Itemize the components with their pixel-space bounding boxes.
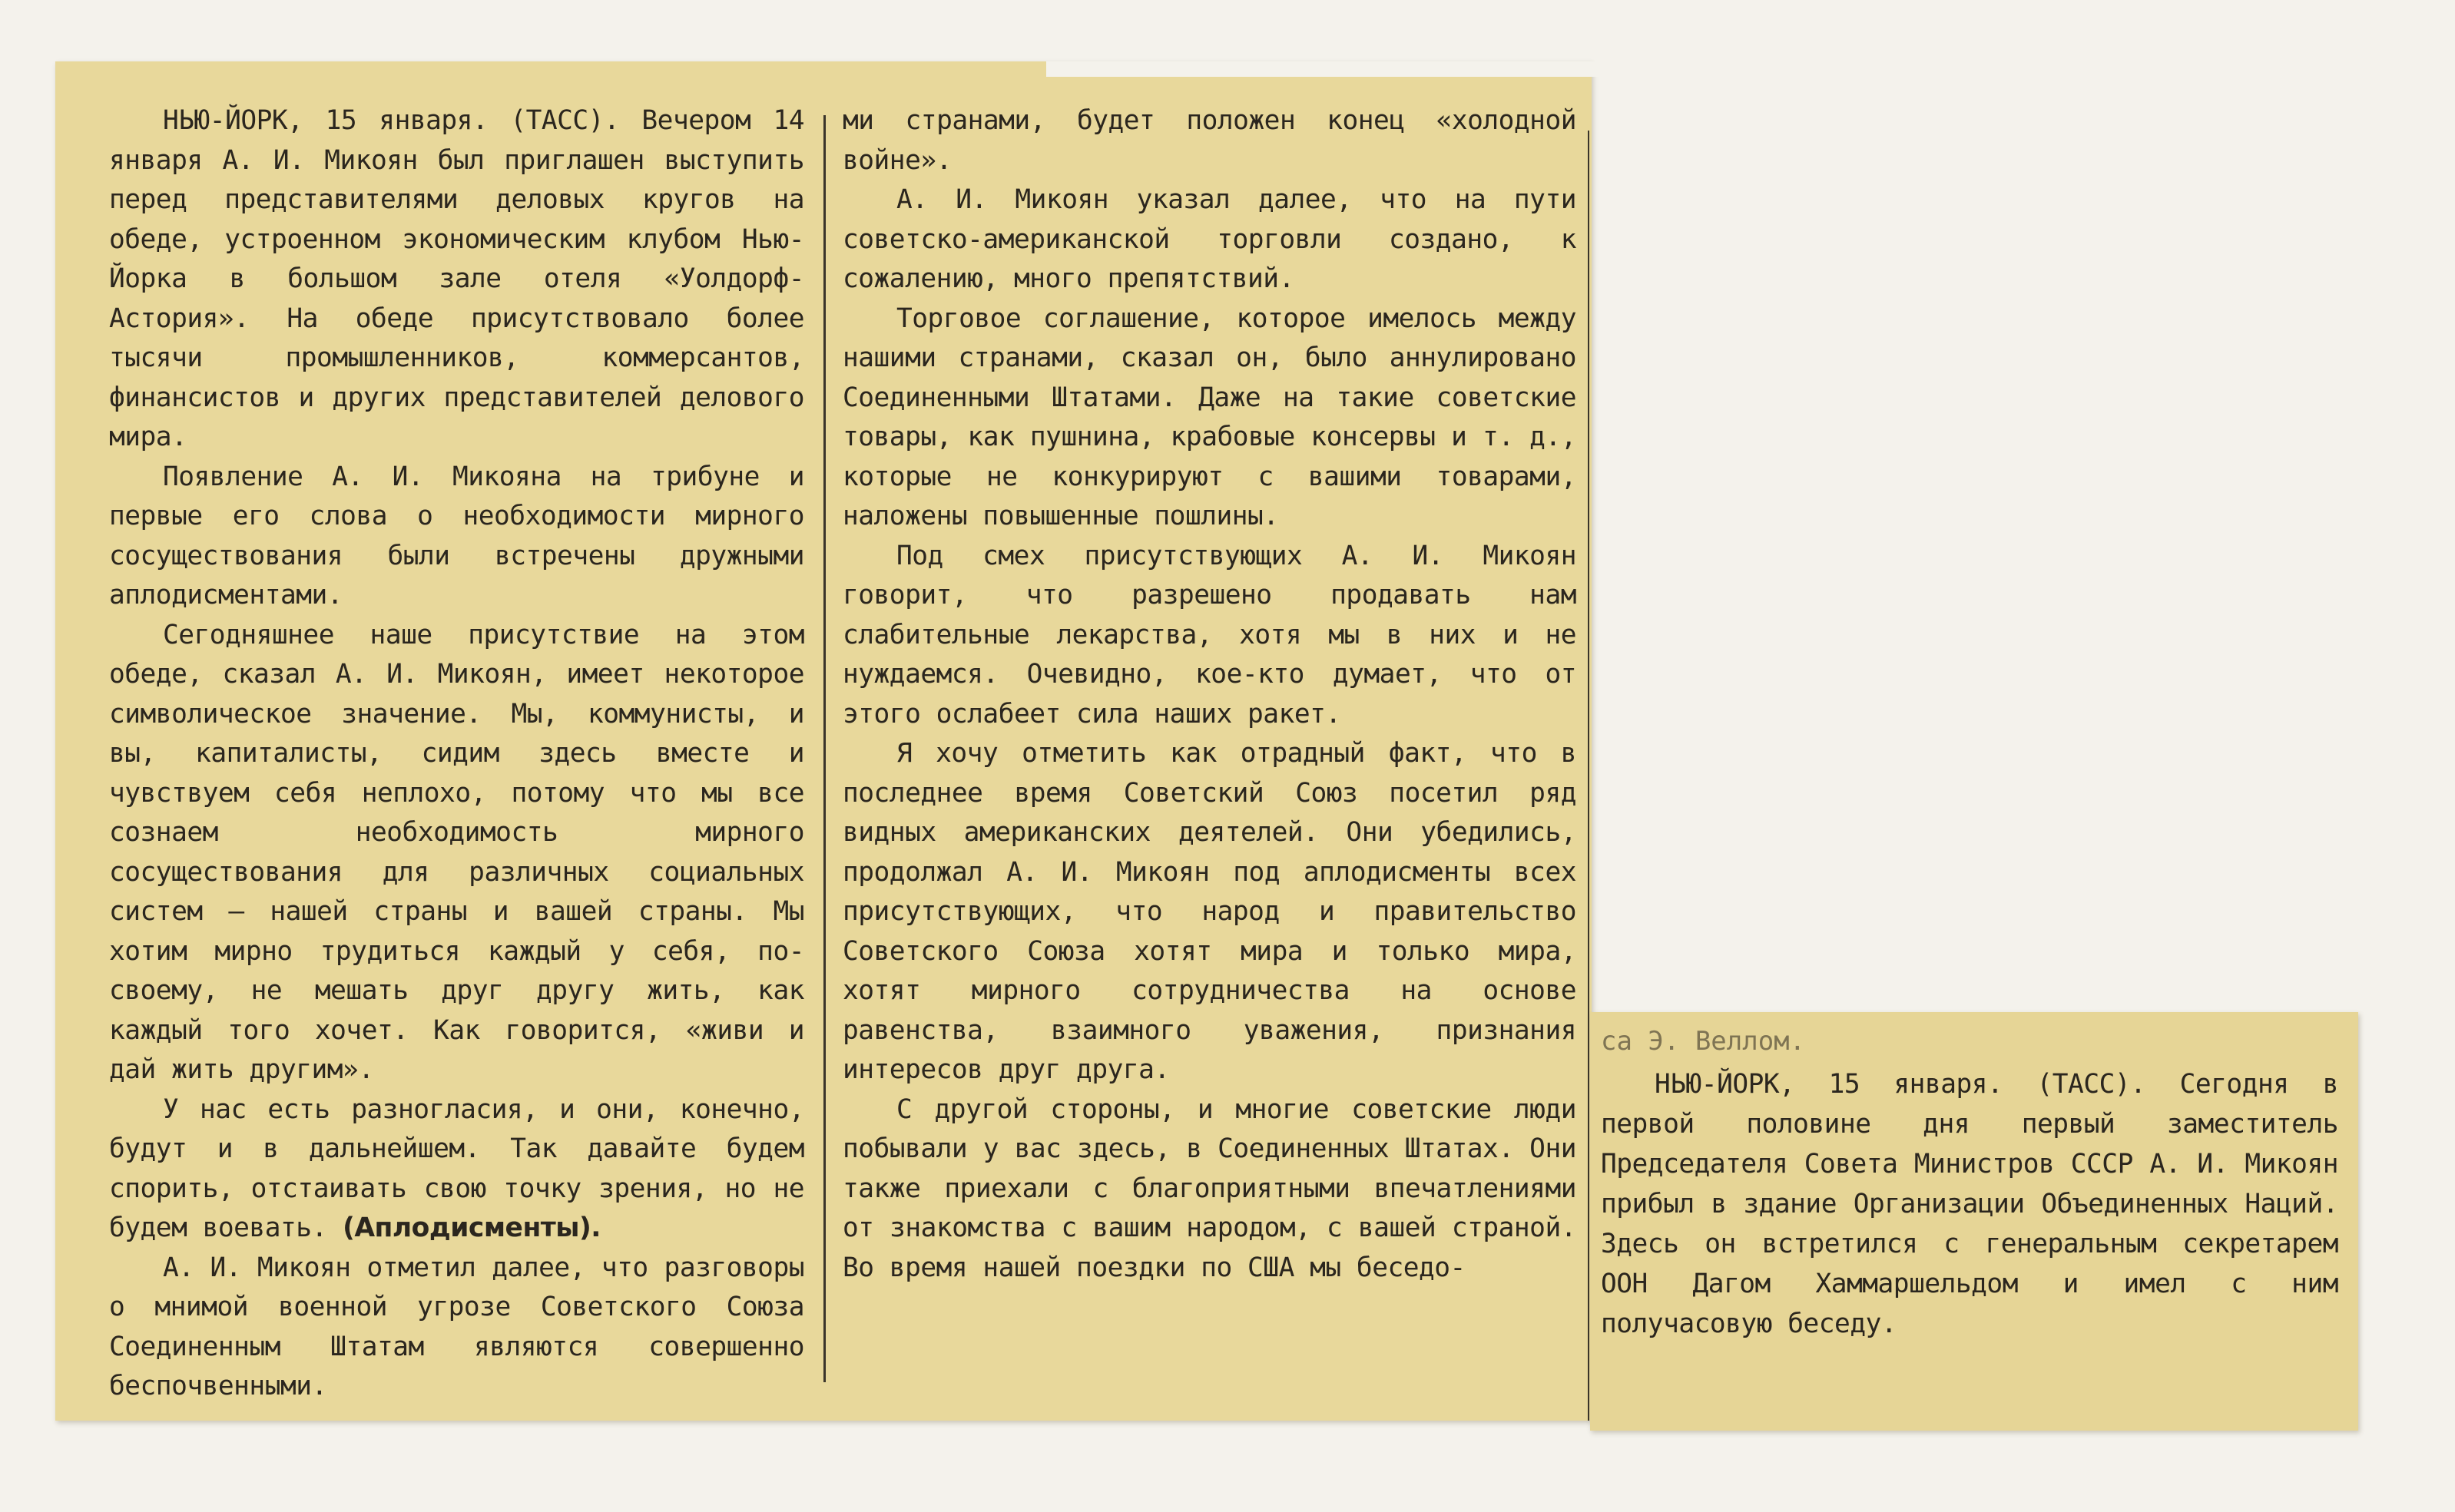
applause-note: (Аплодисменты). bbox=[343, 1213, 601, 1243]
article-paragraph: НЬЮ-ЙОРК, 15 января. (ТАСС). Вечером 14 января А. И. Микоян был приглашен выступить перед представителями деловых кругов на обеде, устроенном экономическим клубом Нью-Йорка в большом зале отеля «Уолдорф-Астория». На обеде присутствовало более тысячи промышленников, коммерсантов, финансистов и других представителей делового мира. bbox=[109, 105, 804, 452]
article-paragraph: Появление А. И. Микояна на трибуне и первые его слова о необходимости мирного сосуществования были встречены дружными аплодисментами. bbox=[109, 461, 804, 610]
clipping-top-fragment: са Э. Веллом. bbox=[1601, 1026, 1806, 1057]
article-paragraph: Под смех присутствующих А. И. Микоян говорит, что разрешено продавать нам слабительные лекарства, хотя мы в них и не нуждаемся. Очевидно, кое-кто думает, что от этого ослабеет сила наших ракет. bbox=[843, 540, 1576, 730]
article-paragraph-text: У нас есть разногласия, и они, конечно, будут и в дальнейшем. Так давайте будем спорить, отстаивать свою точку зрения, но не будем воевать. bbox=[109, 1093, 804, 1243]
column-rule-middle bbox=[823, 115, 826, 1382]
article-paragraph: ми странами, будет положен конец «холодной войне». bbox=[843, 105, 1576, 176]
article-paragraph: НЬЮ-ЙОРК, 15 января. (ТАСС). Сегодня в первой половине дня первый заместитель Председателя Совета Министров СССР А. И. Микоян прибыл в здание Организации Объединенных Наций. Здесь он встретился с генеральным секретарем ООН Дагом Хаммаршельдом и имел с ним получасовую беседу. bbox=[1601, 1069, 2338, 1339]
article-column-3 bbox=[1601, 1064, 2338, 1344]
clipping-torn-edge bbox=[1046, 61, 1599, 77]
article-paragraph: Сегодняшнее наше присутствие на этом обеде, сказал А. И. Микоян, имеет некоторое символическое значение. Мы, коммунисты, и вы, капиталисты, сидим здесь вместе и чувствуем себя неплохо, потому что мы все сознаем необходимость мирного сосуществования для различных социальных систем — нашей страны и вашей страны. Мы хотим мирно трудиться каждый у себя, по-своему, не мешать друг другу жить, как каждый того хочет. Как говорится, «живи и дай жить другим». bbox=[109, 619, 804, 1085]
newspaper-clipping-main bbox=[55, 61, 1592, 1421]
article-paragraph: Я хочу отметить как отрадный факт, что в последнее время Советский Союз посетил ряд видных американских деятелей. Они убедились, продолжал А. И. Микоян под аплодисменты всех присутствующих, что народ и правительство Советского Союза хотят мира и только мира, хотят мирного сотрудничества на основе равенства, взаимного уважения, признания интересов друг друга. bbox=[843, 738, 1576, 1085]
article-paragraph: Торговое соглашение, которое имелось между нашими странами, сказал он, было аннулировано Соединенными Штатами. Даже на такие советские товары, как пушнина, крабовые консервы и т. д., которые не конкурируют с вашими товарами, наложены повышенные пошлины. bbox=[843, 303, 1576, 531]
article-paragraph: А. И. Микоян отметил далее, что разговоры о мнимой военной угрозе Советского Союза Соединенным Штатам являются совершенно беспочвенными. bbox=[109, 1252, 804, 1401]
newspaper-clipping-small bbox=[1590, 1012, 2358, 1431]
article-paragraph bbox=[109, 1090, 804, 1249]
article-paragraph: А. И. Микоян указал далее, что на пути советско-американской торговли создано, к сожалению, много препятствий. bbox=[843, 184, 1576, 294]
article-paragraph: С другой стороны, и многие советские люди побывали у вас здесь, в Соединенных Штатах. Они также приехали с благоприятными впечатлениями от знакомства с вашим народом, с вашей страной. Во время нашей поездки по США мы беседо- bbox=[843, 1093, 1576, 1283]
article-column-1 bbox=[109, 101, 804, 1407]
column-rule-right bbox=[1588, 131, 1589, 1421]
article-column-2 bbox=[843, 101, 1576, 1288]
